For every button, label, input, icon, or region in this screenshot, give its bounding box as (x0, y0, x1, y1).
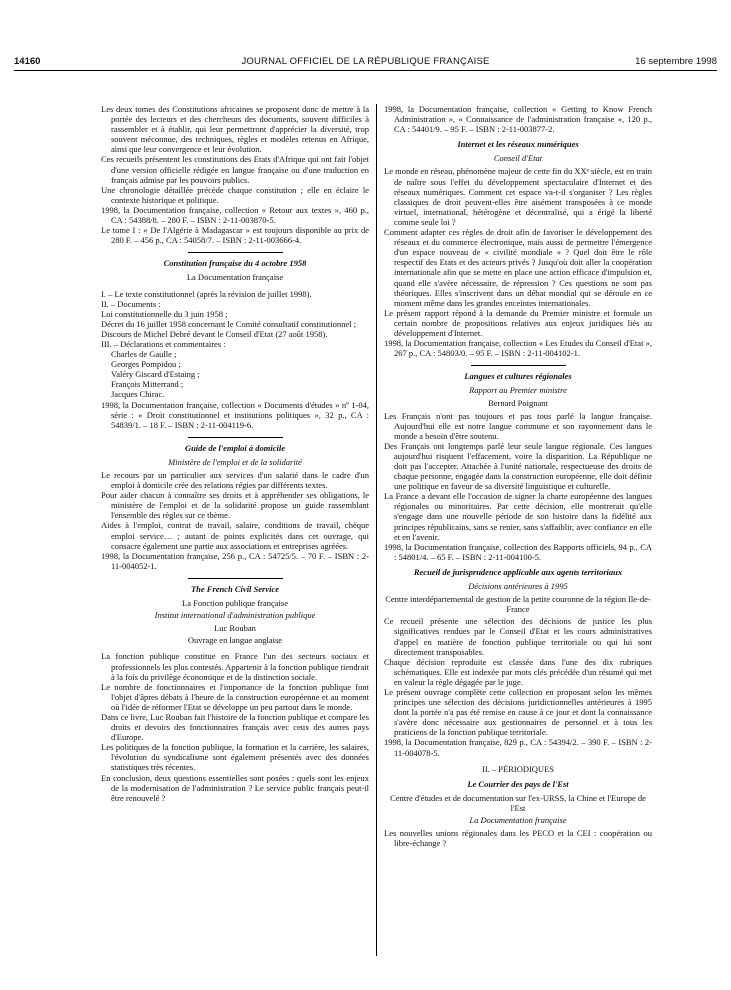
author: Bernard Poignant (488, 398, 548, 409)
separator (188, 578, 283, 579)
publisher: La Documentation française (469, 815, 567, 825)
institution: Institut international d'administration publique (154, 610, 316, 621)
paragraph: Les nouvelles unions régionales dans les PECO et la CEI : coopération ou libre-échange ? (384, 828, 652, 849)
section-subtitle: Conseil d'Etat (493, 153, 543, 164)
publisher: La Documentation française (186, 272, 284, 283)
section-title: Constitution française du 4 octobre 1958 (163, 258, 307, 269)
separator (471, 365, 566, 366)
section-subtitle: Décisions antérieures à 1995 (468, 581, 568, 592)
section-subtitle: La Fonction publique française (182, 598, 288, 609)
paragraph: Des Français ont longtemps parlé leur seule langue régionale. Ces langues aujourd'hui risquent l'effacement, voire la disparition. La République ne doit pas l'accepter. Attachée à l'unité nationale, respectueuse des droits de chaque personne, engagée dans la construction européenne, elle doit définir une politique en faveur de sa diversité linguistique et culturelle. (384, 440, 652, 492)
list-item: Charles de Gaulle ; (111, 349, 177, 360)
list-item: François Mitterrand ; (111, 379, 184, 390)
list-item: Valéry Giscard d'Estaing ; (111, 369, 200, 380)
section-title: Langues et cultures régionales (464, 371, 572, 382)
journal-title: JOURNAL OFFICIEL DE LA RÉPUBLIQUE FRANÇAISE (241, 56, 490, 67)
separator (188, 437, 283, 438)
paragraph: Les deux tomes des Constitutions africaines se proposent donc de mettre à la portée des lecteurs et des chercheurs des documents, souvent difficiles à rassembler et à établir, qui leur permettront d'apprécier la diversité, trop souvent méconnue, des techniques, règles et modèles retenus en Afrique, ainsi que leur convergence et leur évolution. (101, 104, 369, 155)
part-heading: II. – PÉRIODIQUES (481, 763, 554, 774)
paragraph: Chaque décision reproduite est classée dans l'une des dix rubriques schématiques. Elle est indexée par mots clés précédée d'un résumé qui met en valeur la règle dégagée par le juge. (384, 656, 652, 687)
publication-ref: 1998, la Documentation française, collection « Documents d'études » nº 1-04, série : « Droit constitutionnel et institutions politiques », 32 p., CA : 54839/1. – 18 F. – ISBN : 2-11-004119-6. (101, 399, 369, 430)
list-item: Discours de Michel Debré devant le Conseil d'Etat (27 août 1958). (101, 328, 328, 339)
paragraph: Comment adapter ces règles de droit afin de favoriser le développement des réseaux et du commerce électronique, mais aussi de permettre l'émergence d'un espace nouveau de « civilité mondiale » ? Quel doit être le rôle respectif des Etats et des acteurs privés ? Jusqu'où doit aller la coopération internationale afin que se mette en place une action efficace d'impulsion et, quand elle s'avère nécessaire, de répression ? Ces questions ne sont pas théoriques. Elles s'inscrivent dans un débat mondial qui se déroule en ce moment même dans les grandes enceintes internationales. (384, 227, 652, 308)
list-item: Loi constitutionnelle du 3 juin 1958 ; (101, 308, 228, 319)
author: Luc Rouban (214, 623, 256, 634)
section-title: Le Courrier des pays de l'Est (467, 778, 569, 789)
left-column (101, 104, 369, 803)
list-item: Décret du 16 juillet 1958 concernant le Comité consultatif constitutionnel ; (101, 318, 356, 329)
section-title: The French Civil Service (190, 583, 280, 594)
paragraph: Les Français n'ont pas toujours et pas tous parlé la langue française. Aujourd'hui elle est notre langue commune et son rayonnement dans le monde a besoin d'être soutenu. (384, 410, 652, 441)
section-title: Recueil de jurisprudence applicable aux agents territoriaux (413, 566, 623, 577)
publication-ref: Le tome I : « De l'Algérie à Madagascar » est toujours disponible au prix de 280 F. – 456 p., CA : 54058/7. – ISBN : 2-11-003666-4. (101, 225, 369, 246)
section-title: Internet et les réseaux numériques (457, 139, 579, 150)
right-column (384, 104, 652, 848)
column-divider (376, 104, 377, 956)
paragraph: Les politiques de la fonction publique, la formation et la carrière, les salaires, l'évolution du syndicalisme sont également présentés avec des données statistiques très récentes. (101, 742, 369, 773)
paragraph: En conclusion, deux questions essentielles sont posées : quels sont les enjeux de la modernisation de l'administration ? Le service public français peut-il être renouvelé ? (101, 772, 369, 803)
paragraph: La fonction publique constitue en France l'un des secteurs sociaux et professionnels les plus contestés. Appartenir à la fonction publique tiendrait à la fois du privilège économique et de la distinction sociale. (101, 651, 369, 682)
publication-ref: 1998, la Documentation française, collection « Retour aux textes », 460 p., CA : 54388/8. – 280 F. – ISBN : 2-11-003870-5. (101, 204, 369, 226)
publication-ref: 1998, la Documentation française, 829 p., CA : 54394/2. – 390 F. – ISBN : 2-11-004078-5. (384, 737, 652, 758)
section-title: Guide de l'emploi à domicile (184, 442, 286, 453)
paragraph: Une chronologie détaillée précède chaque constitution ; elle en éclaire le contexte historique et politique. (101, 184, 369, 205)
paragraph: Ces recueils présentent les constitutions des Etats d'Afrique qui ont fait l'objet d'une version officielle rédigée en langue française ou d'une traduction en français admise par les pouvoirs publics. (101, 154, 369, 185)
paragraph: Le monde en réseau, phénomène majeur de cette fin du XXᵉ siècle, est en train de naître sous l'effet du développement spectaculaire d'Internet et des réseaux numériques. Comment cet espace va-t-il s'organiser ? Les règles classiques de droit peuvent-elles être aisément transposées à ce monde virtuel, international, hétérogène et décentralisé, qui a érigé la liberté comme seule loi ? (384, 166, 652, 227)
list-item: Jacques Chirac. (111, 389, 165, 400)
section-subtitle: Rapport au Premier ministre (469, 385, 567, 396)
institution: Centre interdépartemental de gestion de la petite couronne de la région Ile-de-France (385, 594, 651, 615)
institution: Centre d'études et de documentation sur l'ex-URSS, la Chine et l'Europe de l'Est (390, 792, 646, 813)
page-header (14, 56, 717, 71)
publication-ref: 1998, la Documentation française, collection « Les Etudes du Conseil d'Etat », 267 p., CA : 54803/0. – 95 F. – ISBN : 2-11-004102-1. (384, 338, 652, 359)
paragraph: Le recours par un particulier aux services d'un salarié dans le cadre d'un emploi à domicile crée des relations régies par différents textes. (101, 470, 369, 491)
list-item: II. – Documents : (101, 298, 161, 309)
paragraph: Pour aider chacun à connaître ses droits et à appréhender ses obligations, le ministère de l'emploi et de la solidarité propose un guide rassemblant l'ensemble des règles sur ce thème. (101, 490, 369, 521)
paragraph: Dans ce livre, Luc Rouban fait l'histoire de la fonction publique et compare les droits et devoirs des fonctionnaires français avec ceux des autres pays d'Europe. (101, 711, 369, 743)
paragraph: Aides à l'emploi, contrat de travail, salaire, conditions de travail, chèque emploi service… ; autant de points explicités dans cet ouvrage, qui consacre également une partie aux associations et entreprises agréées. (101, 520, 369, 551)
paragraph: Ce recueil présente une sélection des décisions de justice les plus significatives rendues par le Conseil d'Etat et les cours administratives d'appel en matière de fonction publique territoriale ou qui lui sont directement transposables. (384, 616, 652, 657)
language-note: Ouvrage en langue anglaise (187, 635, 283, 646)
paragraph: Le présent rapport répond à la demande du Premier ministre et formule un certain nombre de propositions relatives aux enjeux juridiques liés au développement d'Internet. (384, 307, 652, 338)
publication-ref: 1998, la Documentation française, collection des Rapports officiels, 94 p., CA : 54801/4. – 65 F. – ISBN : 2-11-004100-5. (384, 541, 652, 562)
separator (188, 252, 283, 253)
list-item: III. – Déclarations et commentaires : (101, 338, 226, 349)
page-number: 14160 (14, 56, 41, 67)
publication-ref: 1998, la Documentation française, collection « Getting to Know French Administration », « Connaissance de l'administration française », 120 p., CA : 54401/9. – 95 F. – ISBN : 2-11-003877-2. (384, 104, 652, 135)
section-subtitle: Ministère de l'emploi et de la solidarité (168, 456, 302, 467)
paragraph: La France a devant elle l'occasion de signer la charte européenne des langues régionales ou minoritaires. Par cette décision, elle montrerait qu'elle s'engage dans une nouvelle période de son histoire dans la fidélité aux principes républicains, sans se renier, sans s'affaiblir, avec confiance en elle et en l'avenir. (384, 491, 652, 542)
paragraph: Le présent ouvrage complète cette collection en proposant selon les mêmes principes une sélection des décisions juridictionnelles antérieures à 1995 dont la portée n'a pas été remise en cause à ce jour et dont la connaissance s'avère donc nécessaire aux gestionnaires de personnel et à tous les praticiens de la fonction publique territoriale. (384, 686, 652, 738)
paragraph: Le nombre de fonctionnaires et l'importance de la fonction publique font l'objet d'âpres débats à l'heure de la construction européenne et au moment où l'idée de réformer l'Etat se développe un peu partout dans le monde. (101, 681, 369, 712)
publication-ref: 1998, la Documentation française, 256 p., CA : 54725/5. – 70 F. – ISBN : 2-11-004052-1. (101, 550, 369, 571)
list-item: Georges Pompidou ; (111, 359, 181, 370)
issue-date: 16 septembre 1998 (635, 56, 717, 67)
list-item: I. – Le texte constitutionnel (après la révision de juillet 1998). (101, 288, 312, 299)
